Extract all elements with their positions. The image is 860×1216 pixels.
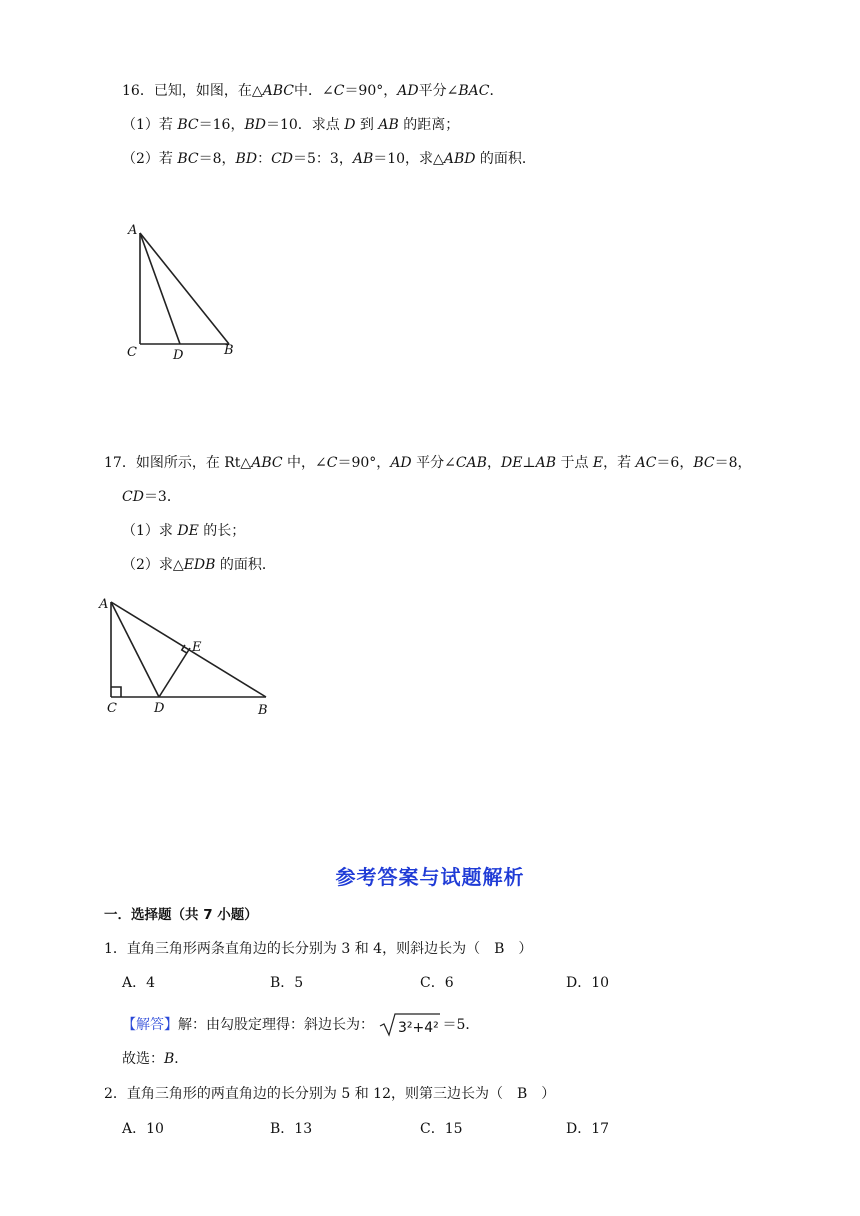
q17-label-d: D — [154, 701, 165, 716]
q17-stem: 17．如图所示，在 Rt△ABC 中，∠C＝90°，AD 平分∠CAB，DE⊥AB 于点 E，若 AC＝6，BC＝8， — [104, 455, 752, 471]
a1-option-c: C．6 — [420, 975, 454, 991]
a1-option-a: A．4 — [122, 975, 156, 991]
q17-side-ab — [111, 602, 266, 697]
a1-option-b: B．5 — [270, 975, 304, 991]
a1-option-d: D．10 — [566, 975, 610, 991]
a2-option-b: B．13 — [270, 1121, 313, 1137]
answers-title: 参考答案与试题解析 — [335, 865, 525, 889]
a1-answer: 【解答】解：由勾股定理得：斜边长为： 3²+4² ＝5． — [122, 1012, 479, 1038]
q16-label-b: B — [224, 343, 234, 358]
q17-label-c: C — [107, 701, 117, 716]
sqrt-radicand: 3²+4² — [398, 1020, 440, 1036]
q17-label-b: B — [258, 703, 268, 718]
q16-part1: （1）若 BC＝16，BD＝10．求点 D 到 AB 的距离； — [122, 117, 460, 133]
q16-label-c: C — [127, 345, 137, 360]
q16-stem: 16．已知，如图，在△ABC中．∠C＝90°，AD平分∠BAC． — [122, 83, 504, 99]
q17-part2: （2）求△EDB 的面积． — [122, 557, 276, 573]
q17-label-e: E — [192, 640, 202, 655]
q17-right-angle-c — [111, 687, 121, 697]
a1-conclusion: 故选：B． — [122, 1051, 189, 1067]
q17-part1: （1）求 DE 的长； — [122, 523, 246, 539]
q16-label-d: D — [173, 348, 184, 363]
q17-label-a: A — [99, 597, 109, 612]
a2-question: 2．直角三角形的两直角边的长分别为 5 和 12，则第三边长为（ B ） — [104, 1086, 556, 1102]
q17-segment-de — [159, 648, 190, 697]
a2-option-a: A．10 — [122, 1121, 164, 1137]
q17-right-angle-e — [182, 645, 187, 653]
q17-segment-ad — [111, 602, 159, 697]
a2-option-c: C．15 — [420, 1121, 463, 1137]
q16-label-a: A — [128, 223, 138, 238]
q16-part2: （2）若 BC＝8，BD：CD＝5：3，AB＝10，求△ABD 的面积． — [122, 151, 536, 167]
q17-stem-cont: CD＝3． — [122, 489, 181, 505]
a2-option-d: D．17 — [566, 1121, 610, 1137]
a1-question: 1．直角三角形两条直角边的长分别为 3 和 4，则斜边长为（ B ） — [104, 941, 533, 957]
sqrt-expression — [378, 1012, 442, 1038]
q16-side-ab — [140, 233, 229, 344]
section-heading: 一．选择题（共 7 小题） — [104, 907, 258, 923]
q16-segment-ad — [140, 233, 180, 344]
answer-tag: 【解答】 — [122, 1017, 178, 1033]
